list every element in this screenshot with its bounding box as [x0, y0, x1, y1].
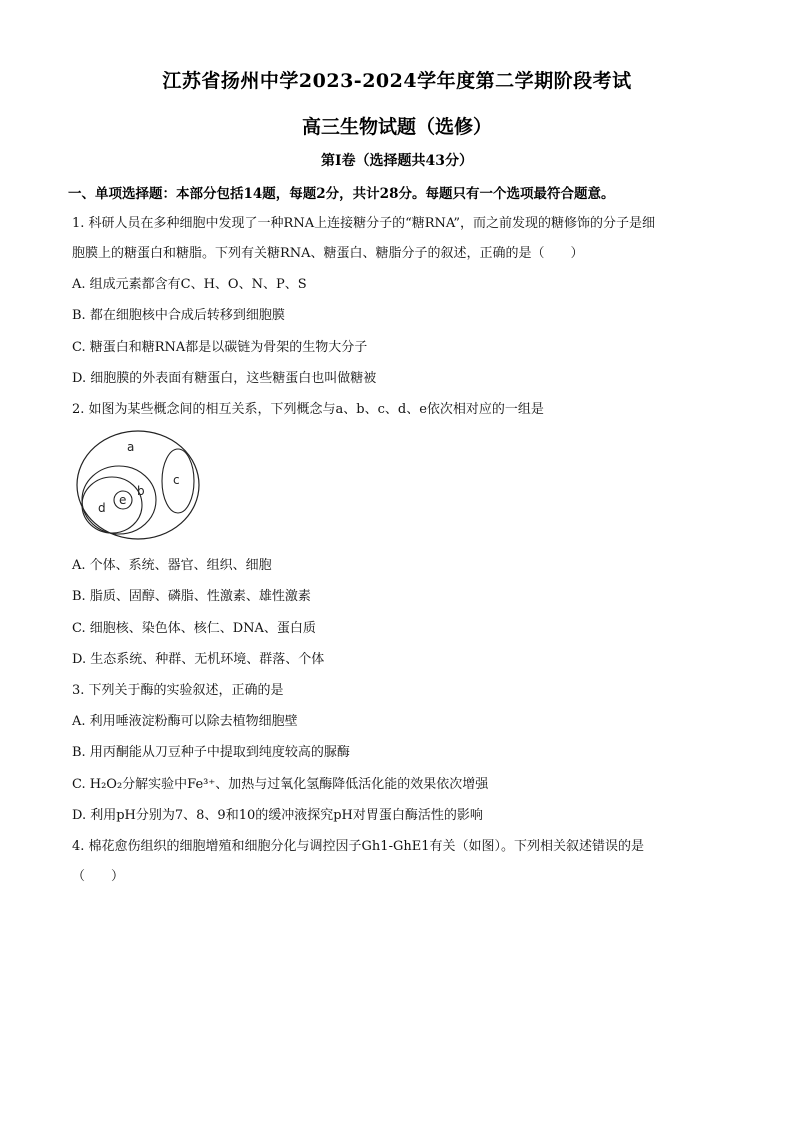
exam-title: 江苏省扬州中学2023-2024学年度第二学期阶段考试 [162, 70, 632, 92]
q3-option-a: A. 利用唾液淀粉酶可以除去植物细胞壁 [72, 714, 298, 729]
q1-option-a: A. 组成元素都含有C、H、O、N、P、S [72, 277, 307, 292]
q2-option-c: C. 细胞核、染色体、核仁、DNA、蛋白质 [72, 621, 316, 636]
q2-option-b: B. 脂质、固醇、磷脂、性激素、雄性激素 [72, 589, 311, 604]
label-e: e [119, 493, 127, 507]
label-b: b [137, 484, 145, 498]
circle-d [82, 477, 142, 533]
q3-stem: 3. 下列关于酶的实验叙述，正确的是 [72, 683, 284, 698]
q1-option-d: D. 细胞膜的外表面有糖蛋白，这些糖蛋白也叫做糖被 [72, 371, 377, 386]
volume-heading: 第Ⅰ卷（选择题共43分） [320, 153, 474, 169]
exam-subtitle: 高三生物试题（选修） [301, 116, 492, 138]
q4-stem-line-1: 4. 棉花愈伤组织的细胞增殖和细胞分化与调控因子Gh1-GhE1有关（如图）。下列相关叙述错误的是 [72, 839, 644, 854]
q1-stem-line-1: 1. 科研人员在多种细胞中发现了一种RNA上连接糖分子的“糖RNA”，而之前发现的糖修饰的分子是细 [72, 216, 656, 231]
q2-stem: 2. 如图为某些概念间的相互关系，下列概念与a、b、c、d、e依次相对应的一组是 [72, 402, 544, 417]
q3-option-b: B. 用丙酮能从刀豆种子中提取到纯度较高的脲酶 [72, 745, 350, 760]
q1-stem-line-2: 胞膜上的糖蛋白和糖脂。下列有关糖RNA、糖蛋白、糖脂分子的叙述，正确的是（ ） [72, 246, 584, 261]
label-d: d [98, 501, 106, 515]
q3-option-c: C. H₂O₂分解实验中Fe³⁺、加热与过氧化氢酶降低活化能的效果依次增强 [72, 777, 489, 792]
q2-option-d: D. 生态系统、种群、无机环境、群落、个体 [72, 652, 325, 667]
q1-option-b: B. 都在细胞核中合成后转移到细胞膜 [72, 308, 285, 323]
q2-option-a: A. 个体、系统、器官、组织、细胞 [72, 558, 272, 573]
label-c: c [173, 473, 180, 487]
q4-stem-line-2: （ ） [72, 869, 125, 884]
q3-option-d: D. 利用pH分别为7、8、9和10的缓冲液探究pH对胃蛋白酶活性的影响 [72, 808, 483, 823]
label-a: a [127, 440, 135, 454]
section-heading: 一、单项选择题：本部分包括14题，每题2分，共计28分。每题只有一个选项最符合题意。 [68, 186, 615, 202]
concept-venn-diagram [74, 425, 204, 543]
q1-option-c: C. 糖蛋白和糖RNA都是以碳链为骨架的生物大分子 [72, 340, 368, 355]
